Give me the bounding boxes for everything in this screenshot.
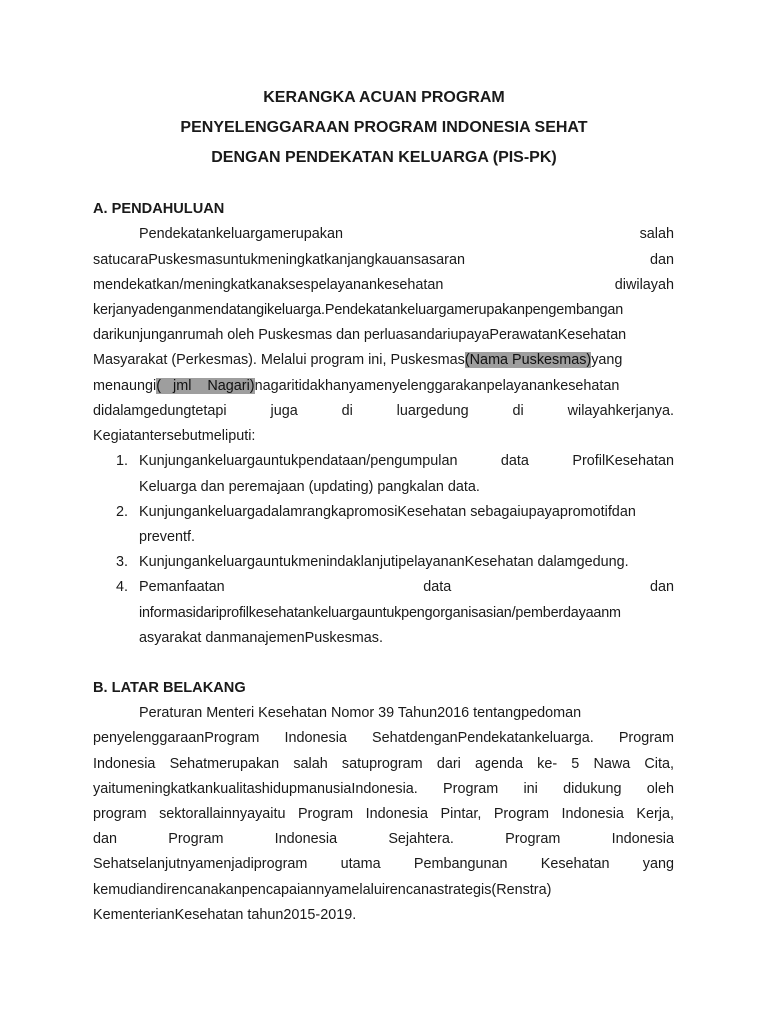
section-a-line-7-text: menaungi [93, 378, 157, 394]
list-item-4-line-3: asyarakat danmanajemenPuskesmas. [139, 630, 383, 646]
section-b-line-1: Peraturan Menteri Kesehatan Nomor 39 Tahun2016 tentangpedoman [139, 705, 582, 721]
section-a-line-6-tail: yang [591, 352, 623, 368]
list-item-3-line-1: KunjungankeluargauntukmenindaklanjutipelayananKesehatan dalamgedung. [139, 554, 629, 570]
list-item-1-line-1: Kunjungankeluargauntukpendataan/pengumpulan data ProfilKesehatan [139, 453, 674, 469]
section-b-line-8: kemudiandirencanakanpencapaiannyamelaluirencanastrategis(Renstra) [93, 882, 552, 898]
section-a-line-8: didalamgedungtetapi juga di luargedung di wilayahkerjanya. [93, 403, 674, 419]
document-title-line-1: KERANGKA ACUAN PROGRAM [263, 89, 505, 106]
section-a-line-6-text: Masyarakat (Perkesmas). Melalui program ini, Puskesmas [93, 352, 465, 368]
list-item-1-line-2: Keluarga dan peremajaan (updating) pangkalan data. [139, 479, 480, 495]
list-item-2-line-2: preventf. [139, 529, 195, 545]
section-a-line-3: mendekatkan/meningkatkanaksespelayanankesehatan diwilayah [93, 277, 674, 293]
section-b-line-3: Indonesia Sehatmerupakan salah satuprogram dari agenda ke- 5 Nawa Cita, [93, 756, 674, 772]
list-item-4-line-1: Pemanfaatan data dan [139, 579, 674, 595]
section-a-line-7 [93, 377, 674, 395]
section-b-heading: B. LATAR BELAKANG [93, 680, 246, 696]
section-b-line-4: yaitumeningkatkankualitashidupmanusiaIndonesia. Program ini didukung oleh [93, 781, 674, 797]
document-title-line-3: DENGAN PENDEKATAN KELUARGA (PIS-PK) [211, 149, 557, 166]
section-a-line-2: satucaraPuskesmasuntukmeningkatkanjangkauansasaran dan [93, 252, 674, 268]
section-a-line-1: Pendekatankeluargamerupakan salah [139, 226, 674, 242]
section-a-line-7-tail: nagaritidakhanyamenyelenggarakanpelayanankesehatan [254, 378, 620, 394]
section-a-line-9: Kegiatantersebutmeliputi: [93, 428, 256, 444]
document-title-line-2: PENYELENGGARAAN PROGRAM INDONESIA SEHAT [180, 119, 588, 136]
section-b-line-5: program sektorallainnyayaitu Program Indonesia Pintar, Program Indonesia Kerja, [93, 806, 674, 822]
list-item-3-number: 3. [116, 554, 129, 570]
section-a-line-6 [93, 351, 674, 369]
jml-nagari-placeholder: ( jml Nagari) [156, 378, 255, 394]
section-a-line-5: darikunjunganrumah oleh Puskesmas dan perluasandariupayaPerawatanKesehatan [93, 327, 627, 343]
section-a-heading: A. PENDAHULUAN [93, 201, 225, 217]
list-item-2-line-1: KunjungankeluargadalamrangkapromosiKesehatan sebagaiupayapromotifdan [139, 504, 636, 520]
list-item-2-number: 2. [116, 504, 129, 520]
list-item-4-line-2: informasidariprofilkesehatankeluargauntukpengorganisasian/pemberdayaanm [139, 605, 621, 621]
list-item-1-number: 1. [116, 453, 129, 469]
list-item-4-number: 4. [116, 579, 129, 595]
section-a-line-4: kerjanyadenganmendatangikeluarga.Pendekatankeluargamerupakanpengembangan [93, 302, 624, 318]
section-b-line-6: dan Program Indonesia Sejahtera. Program Indonesia [93, 831, 674, 847]
section-b-line-7: Sehatselanjutnyamenjadiprogram utama Pembangunan Kesehatan yang [93, 856, 674, 872]
nama-puskesmas-placeholder: (Nama Puskesmas) [464, 352, 592, 368]
section-b-line-2: penyelenggaraanProgram Indonesia SehatdenganPendekatankeluarga. Program [93, 730, 674, 746]
section-b-line-9: KementerianKesehatan tahun2015-2019. [93, 907, 357, 923]
